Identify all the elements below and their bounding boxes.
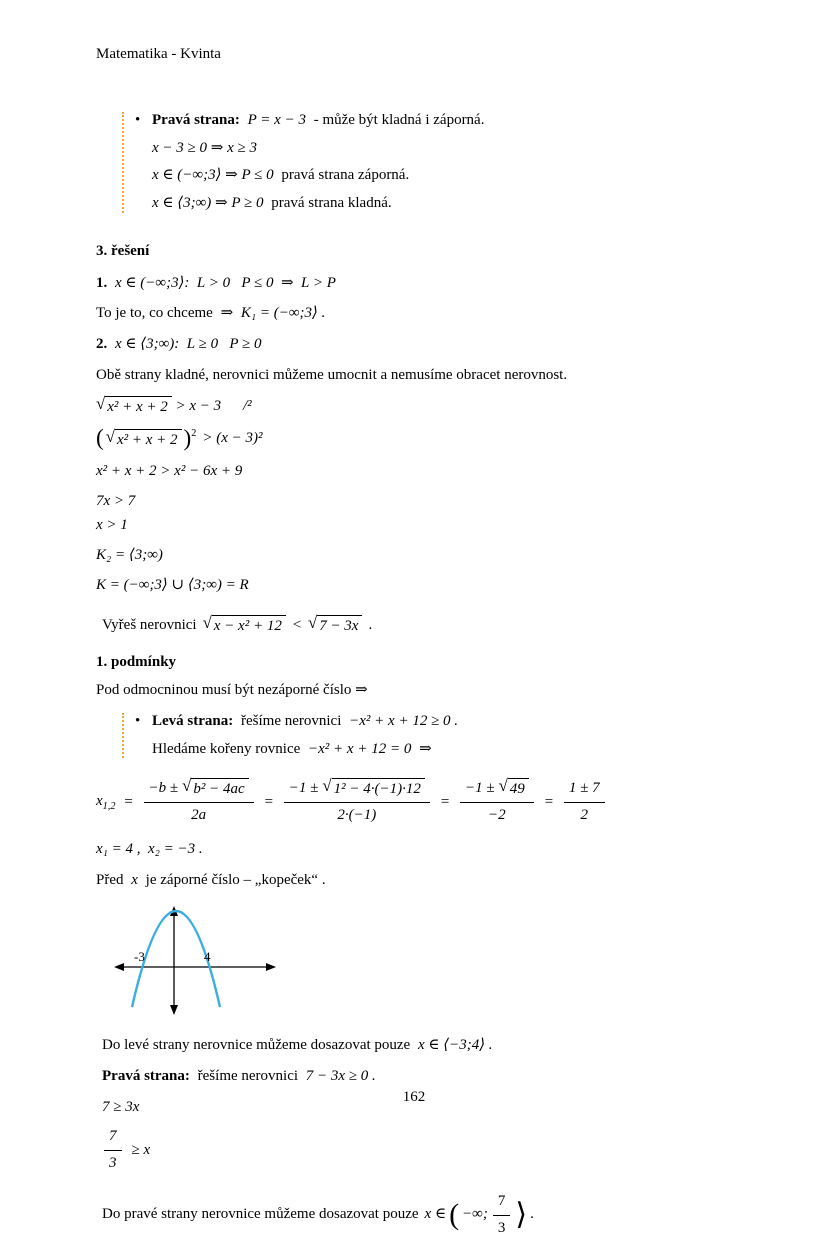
- right-paren-squared: [184, 427, 197, 451]
- right-side-text: řešíme nerovnici: [198, 1068, 298, 1084]
- radicand: √ x − x² + 12: [212, 615, 286, 636]
- numerator: [460, 778, 534, 803]
- solution-set-1: K₁ = (−∞;3⟩ .: [241, 305, 326, 321]
- case-1-math: x ∈ (−∞;3⟩: L > 0 P ≤ 0 ⇒ L > P: [115, 275, 336, 291]
- right-conclusion-text: Do pravé strany nerovnice můžeme dosazovat pouze: [102, 1204, 419, 1226]
- left-conclusion-text: Do levé strany nerovnice můžeme dosazovat pouze: [102, 1037, 410, 1053]
- equals-sign: =: [544, 792, 554, 814]
- inequality-derivation-line: x − 3 ≥ 0 ⇒ x ≥ 3: [152, 138, 738, 160]
- case-1-conclusion-text: To je to, co chceme: [96, 305, 213, 321]
- interval-negative-text: pravá strana záporná.: [281, 167, 409, 183]
- conditions-intro: Pod odmocninou musí být nezáporné číslo ⇒: [96, 680, 738, 702]
- big-right-angle-bracket: ⟩: [515, 1200, 527, 1230]
- minus-infinity: −∞;: [462, 1204, 488, 1226]
- implies-arrow: ⇒: [221, 305, 234, 321]
- fraction-result: [564, 778, 605, 827]
- equation-before-squaring: [96, 396, 738, 418]
- inequality-7-3x: 7 ≥ 3x: [102, 1097, 738, 1119]
- x-axis-left-arrow-icon: [114, 963, 124, 971]
- bullet-item-left-side: [152, 711, 738, 733]
- case-1-number: 1.: [96, 275, 107, 291]
- denominator: 2a: [186, 803, 211, 827]
- note-post: je záporné číslo – „kopeček“ .: [146, 872, 326, 888]
- bullet-item-right-side: [152, 110, 738, 132]
- left-paren: (: [96, 427, 104, 450]
- right-side-line: [102, 1066, 738, 1088]
- parabola-graph: [110, 903, 280, 1018]
- doc-title: Matematika - Kvinta: [96, 44, 738, 66]
- section-heading-conditions: 1. podmínky: [96, 652, 738, 674]
- equation-rhs: > (x − 3)²: [202, 428, 262, 450]
- case-1-conclusion: [96, 303, 738, 325]
- fraction-7-3: [104, 1126, 122, 1175]
- equals-sign: =: [123, 792, 133, 814]
- radicand: √ 49: [508, 778, 529, 799]
- fraction-sqrt49: [460, 778, 534, 827]
- radicand: √ 7 − 3x: [317, 615, 362, 636]
- left-side-inequality: −x² + x + 12 ≥ 0 .: [349, 713, 458, 729]
- interval-negative-line: [152, 165, 738, 187]
- interval-positive-line: [152, 193, 738, 215]
- radicand: √ x² + x + 2: [115, 429, 182, 450]
- case-2-explanation: Obě strany kladné, nerovnici můžeme umocnit a nemusíme obracet nerovnost.: [96, 365, 738, 387]
- fraction-7-3: [493, 1191, 511, 1239]
- right-side-label: Pravá strana:: [152, 112, 240, 128]
- sentence-period: .: [530, 1204, 534, 1226]
- root-label-right: 4: [204, 949, 211, 964]
- left-side-label: Levá strana:: [152, 713, 233, 729]
- equation-x-gt-1: x > 1: [96, 515, 738, 537]
- radicand: √ x² + x + 2: [105, 396, 172, 417]
- implies-arrow: ⇒: [419, 741, 432, 757]
- fraction-substituted: [284, 778, 430, 827]
- interval-positive-text: pravá strana kladná.: [271, 195, 391, 211]
- denominator: −2: [483, 803, 511, 827]
- numerator-prefix: −b ±: [149, 778, 179, 800]
- left-side-bullet-block: [122, 711, 738, 761]
- note-pre: Před: [96, 872, 124, 888]
- sqrt-left: [203, 615, 286, 636]
- exercise-statement: [102, 615, 738, 637]
- equation-expanded: x² + x + 2 > x² − 6x + 9: [96, 461, 738, 483]
- radicand: √ b² − 4ac: [191, 778, 248, 799]
- solution-set-union: K = (−∞;3⟩ ∪ ⟨3;∞) = R: [96, 575, 738, 597]
- denominator: 3: [493, 1216, 511, 1239]
- equation-rhs: > x − 3: [176, 398, 222, 414]
- case-2-number: 2.: [96, 336, 107, 352]
- quadratic-formula-line: [96, 778, 738, 827]
- interval-negative-math: x ∈ (−∞;3⟩ ⇒ P ≤ 0: [152, 167, 274, 183]
- equals-sign: =: [440, 792, 450, 814]
- interval-positive-math: x ∈ ⟨3;∞) ⇒ P ≥ 0: [152, 195, 264, 211]
- right-side-bullet-block: [122, 110, 738, 215]
- squaring-note: /²: [243, 398, 252, 414]
- right-side-inequality: 7 − 3x ≥ 0 .: [306, 1068, 376, 1084]
- sqrt-discriminant: [322, 778, 424, 799]
- equation-squared: [96, 427, 738, 451]
- left-conclusion-interval: x ∈ ⟨−3;4⟩ .: [418, 1037, 493, 1053]
- root-label-left: -3: [134, 949, 145, 964]
- exercise-text: Vyřeš nerovnici: [102, 615, 197, 637]
- numerator: [144, 778, 254, 803]
- numerator: [284, 778, 430, 803]
- sentence-period: .: [368, 615, 372, 637]
- right-side-conclusion: [102, 1191, 738, 1239]
- numerator: 7: [104, 1126, 122, 1151]
- equation-7x: 7x > 7: [96, 491, 738, 513]
- numerator-prefix: −1 ±: [289, 778, 319, 800]
- solution-set-2: K₂ = ⟨3;∞): [96, 545, 738, 567]
- sqrt-radical: [106, 429, 182, 450]
- subscript-12: 1,2: [103, 801, 116, 812]
- variable-x: x: [131, 872, 138, 888]
- formula-lhs: [96, 791, 115, 815]
- sqrt-discriminant: [182, 778, 249, 799]
- geq-x: ≥ x: [132, 1140, 151, 1162]
- denominator: 3: [104, 1151, 122, 1175]
- section-heading-solution: 3. řešení: [96, 241, 738, 263]
- x-axis-right-arrow-icon: [266, 963, 276, 971]
- parabola-note: [96, 870, 738, 892]
- radicand: √ 1² − 4·(−1)·12: [332, 778, 425, 799]
- roots-equation: −x² + x + 12 = 0: [308, 741, 411, 757]
- denominator: 2: [576, 803, 594, 827]
- sqrt-radical: [96, 396, 172, 417]
- numerator-prefix: −1 ±: [465, 778, 495, 800]
- parabola-graph-wrap: [110, 903, 738, 1026]
- left-side-conclusion: [102, 1035, 738, 1057]
- case-2-line: [96, 334, 738, 356]
- numerator: 1 ± 7: [564, 778, 605, 803]
- less-than-sign: <: [292, 615, 302, 637]
- roots-search-line: [152, 739, 738, 761]
- right-paren: ): [184, 426, 192, 452]
- roots-search-text: Hledáme kořeny rovnice: [152, 741, 300, 757]
- fraction-inequality: [102, 1126, 738, 1175]
- x-in: x ∈: [425, 1204, 447, 1226]
- right-side-note: - může být kladná i záporná.: [314, 112, 485, 128]
- page-number: 162: [0, 1087, 828, 1109]
- y-axis-down-arrow-icon: [170, 1005, 178, 1015]
- denominator: 2·(−1): [332, 803, 381, 827]
- roots-values: x₁ = 4 , x₂ = −3 .: [96, 839, 738, 861]
- big-left-paren: (: [449, 1200, 459, 1230]
- variable-x: x: [96, 793, 103, 809]
- sqrt-49: [499, 778, 529, 799]
- fraction-general: [144, 778, 254, 827]
- numerator: 7: [493, 1191, 511, 1216]
- case-2-math: x ∈ ⟨3;∞): L ≥ 0 P ≥ 0: [115, 336, 261, 352]
- left-side-text: řešíme nerovnici: [241, 713, 341, 729]
- equals-sign: =: [264, 792, 274, 814]
- sqrt-right: [308, 615, 363, 636]
- right-side-expression: P = x − 3: [248, 112, 306, 128]
- interval-with-fraction: [425, 1191, 534, 1239]
- exponent: 2: [191, 428, 196, 439]
- case-1-line: [96, 273, 738, 295]
- right-side-label: Pravá strana:: [102, 1068, 190, 1084]
